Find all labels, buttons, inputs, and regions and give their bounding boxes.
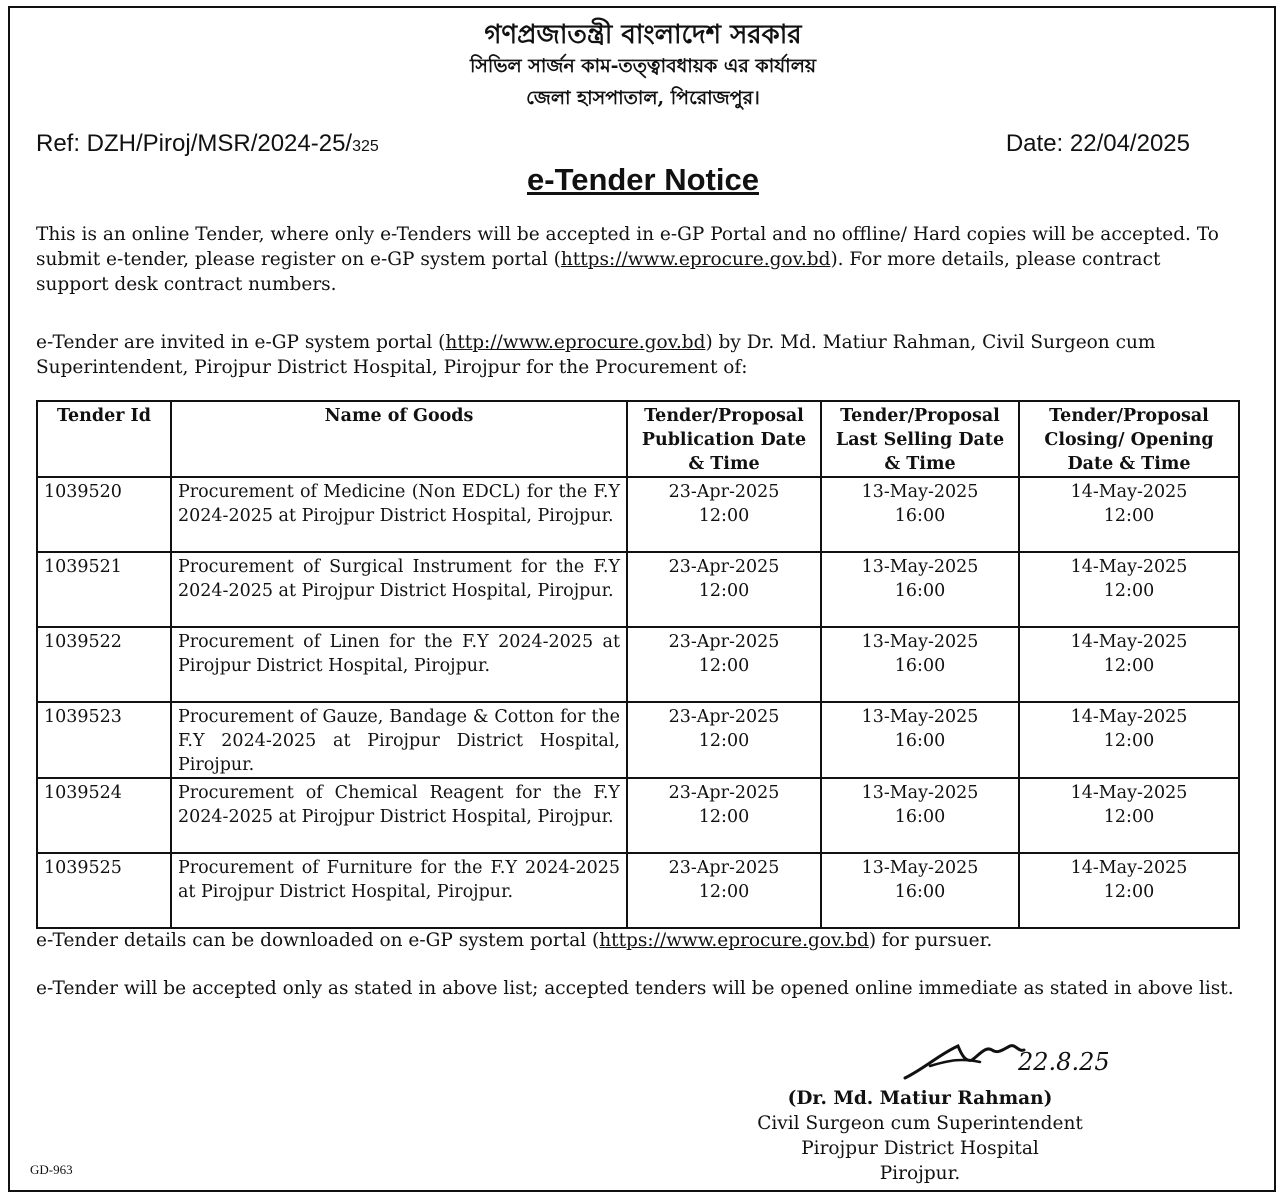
tender-id: 1039524: [37, 778, 171, 853]
document-code: GD-963: [30, 1162, 73, 1177]
tender-id: 1039523: [37, 702, 171, 778]
goods-name: Procurement of Surgical Instrument for the F.Y 2024-2025 at Pirojpur District Hospital, Pirojpur.: [171, 552, 627, 627]
publication-datetime: 23-Apr-2025 12:00: [627, 477, 821, 552]
office-name: সিভিল সার্জন কাম-তত্ত্বাবধায়ক এর কার্যালয়: [469, 55, 817, 77]
notice-date: Date: 22/04/2025: [1005, 130, 1190, 157]
signatory-designation: Civil Surgeon cum Superintendent: [757, 1113, 1083, 1134]
handwritten-signature: [900, 1016, 1140, 1096]
table-row: [37, 778, 1239, 853]
acceptance-note: e-Tender will be accepted only as stated in above list; accepted tenders will be opened online immediate as stated in above list.: [36, 978, 1234, 999]
reference-serial: 325: [352, 138, 379, 155]
closing-datetime: 14-May-2025 12:00: [1019, 702, 1239, 778]
selling-datetime: 13-May-2025 16:00: [821, 853, 1019, 928]
publication-datetime: 23-Apr-2025 12:00: [627, 552, 821, 627]
tender-id: 1039521: [37, 552, 171, 627]
table-row: [37, 477, 1239, 552]
reference-number: Ref: DZH/Piroj/MSR/2024-25/325: [36, 130, 379, 157]
table-header-row: [37, 401, 1239, 477]
tender-table: [36, 400, 1240, 929]
col-tender-id: Tender Id: [37, 401, 171, 477]
selling-datetime: 13-May-2025 16:00: [821, 627, 1019, 702]
selling-datetime: 13-May-2025 16:00: [821, 702, 1019, 778]
selling-datetime: 13-May-2025 16:00: [821, 778, 1019, 853]
closing-datetime: 14-May-2025 12:00: [1019, 627, 1239, 702]
eprocure-link[interactable]: https://www.eprocure.gov.bd: [599, 930, 869, 951]
intro-paragraph-2: e-Tender are invited in e-GP system portal (http://www.eprocure.gov.bd) by Dr. Md. Matiur Rahman, Civil Surgeon cum Superintendent, Pirojpur District Hospital, Pirojpur for the Procurement of:: [36, 332, 1156, 378]
table-row: [37, 702, 1239, 778]
eprocure-link[interactable]: https://www.eprocure.gov.bd: [560, 249, 831, 270]
tender-id: 1039520: [37, 477, 171, 552]
closing-datetime: 14-May-2025 12:00: [1019, 778, 1239, 853]
eprocure-link[interactable]: http://www.eprocure.gov.bd: [445, 332, 706, 353]
closing-datetime: 14-May-2025 12:00: [1019, 477, 1239, 552]
table-row: [37, 552, 1239, 627]
col-last-selling: Tender/Proposal Last Selling Date & Time: [821, 401, 1019, 477]
goods-name: Procurement of Medicine (Non EDCL) for the F.Y 2024-2025 at Pirojpur District Hospital, Pirojpur.: [171, 477, 627, 552]
goods-name: Procurement of Gauze, Bandage & Cotton for the F.Y 2024-2025 at Pirojpur District Hospital, Pirojpur.: [171, 702, 627, 778]
selling-datetime: 13-May-2025 16:00: [821, 552, 1019, 627]
publication-datetime: 23-Apr-2025 12:00: [627, 853, 821, 928]
tender-id: 1039522: [37, 627, 171, 702]
goods-name: Procurement of Chemical Reagent for the F.Y 2024-2025 at Pirojpur District Hospital, Pirojpur.: [171, 778, 627, 853]
download-note: e-Tender details can be downloaded on e-GP system portal (https://www.eprocure.gov.bd) for pursuer.: [36, 930, 993, 951]
signatory-institution: Pirojpur District Hospital: [801, 1138, 1039, 1159]
goods-name: Procurement of Linen for the F.Y 2024-2025 at Pirojpur District Hospital, Pirojpur.: [171, 627, 627, 702]
closing-datetime: 14-May-2025 12:00: [1019, 552, 1239, 627]
goods-name: Procurement of Furniture for the F.Y 2024-2025 at Pirojpur District Hospital, Pirojpur.: [171, 853, 627, 928]
office-location: জেলা হাসপাতাল, পিরোজপুর।: [526, 87, 760, 109]
closing-datetime: 14-May-2025 12:00: [1019, 853, 1239, 928]
publication-datetime: 23-Apr-2025 12:00: [627, 627, 821, 702]
table-row: [37, 627, 1239, 702]
notice-title: e-Tender Notice: [527, 162, 759, 197]
table-row: [37, 853, 1239, 928]
tender-id: 1039525: [37, 853, 171, 928]
signature-date: 22.8.25: [1018, 1048, 1110, 1076]
signatory-name: (Dr. Md. Matiur Rahman): [787, 1088, 1053, 1109]
col-goods: Name of Goods: [171, 401, 627, 477]
publication-datetime: 23-Apr-2025 12:00: [627, 778, 821, 853]
col-publication: Tender/Proposal Publication Date & Time: [627, 401, 821, 477]
intro-paragraph-1: This is an online Tender, where only e-Tenders will be accepted in e-GP Portal and no offline/ Hard copies will be accepted. To submit e-tender, please register on e-GP system portal (https://www.eprocure.gov.bd). For more details, please contract support desk contract numbers.: [36, 224, 1219, 295]
selling-datetime: 13-May-2025 16:00: [821, 477, 1019, 552]
publication-datetime: 23-Apr-2025 12:00: [627, 702, 821, 778]
government-name: গণপ্রজাতন্ত্রী বাংলাদেশ সরকার: [484, 20, 802, 50]
signatory-place: Pirojpur.: [879, 1163, 961, 1184]
col-closing-opening: Tender/Proposal Closing/ Opening Date & Time: [1019, 401, 1239, 477]
